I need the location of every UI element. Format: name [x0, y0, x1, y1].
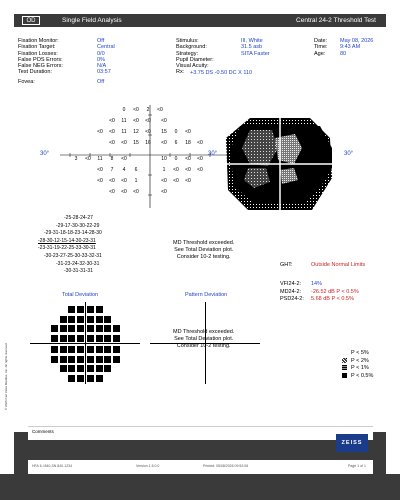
threshold-value: 8: [110, 156, 114, 162]
threshold-value: 15: [161, 129, 167, 135]
eye-badge: OD: [22, 16, 40, 25]
probability-square: [96, 346, 103, 353]
threshold-value: 11: [121, 118, 127, 124]
page-bottom-shadow: [0, 474, 400, 500]
threshold-value: <0: [109, 118, 115, 124]
probability-square: [96, 306, 103, 313]
probability-square: [60, 325, 67, 332]
threshold-value: <0: [85, 156, 91, 162]
info-left: Fixation Monitor: Fixation Target: Fixation Losses: False POS Errors: False NEG Errors: Test Duration: Fovea:: [18, 38, 63, 85]
probability-square: [96, 365, 103, 372]
probability-square: [87, 306, 94, 313]
threshold-value: 12: [133, 129, 139, 135]
report-header: [14, 14, 386, 27]
threshold-value: 15: [133, 140, 139, 146]
probability-square: [68, 365, 75, 372]
probability-square: [77, 346, 84, 353]
threshold-value: <0: [133, 118, 139, 124]
threshold-value: 3: [74, 156, 78, 162]
probability-square: [60, 356, 67, 363]
threshold-value: <0: [161, 178, 167, 184]
zeiss-logo: ZEISS: [336, 434, 368, 452]
probability-square: [104, 365, 111, 372]
threshold-value: <0: [121, 140, 127, 146]
probability-square: [51, 356, 58, 363]
ght-label: GHT:: [280, 262, 293, 268]
probability-square: [68, 335, 75, 342]
info-left-values: Off Central 0/0 0% N/A 03:57 Off: [97, 38, 115, 85]
probability-square: [60, 335, 67, 342]
threshold-value: <0: [121, 156, 127, 162]
axis-label-left: 30°: [40, 151, 50, 157]
pattern-deviation-title: Pattern Deviation: [185, 292, 228, 298]
threshold-value: 1: [162, 167, 166, 173]
probability-square: [77, 375, 84, 382]
info-right: Date: Time: Age:: [314, 38, 328, 57]
probability-square: [77, 365, 84, 372]
grayscale-plot: [220, 108, 340, 220]
probability-square: [77, 325, 84, 332]
probability-square: [96, 316, 103, 323]
probability-square: [113, 346, 120, 353]
indices-labels: VFI24-2: MD24-2: PSD24-2:: [280, 281, 304, 302]
threshold-value: <0: [173, 178, 179, 184]
probability-square: [68, 306, 75, 313]
rx-value: +3.75 DS -0.50 DC X 110: [190, 69, 253, 76]
md-message-bottom: MD Threshold exceeded. See Total Deviation plot. Consider 10-2 testing.: [173, 329, 235, 349]
probability-square: [60, 365, 67, 372]
probability-square: [68, 375, 75, 382]
threshold-value: 0: [174, 129, 178, 135]
probability-square: [87, 356, 94, 363]
threshold-value: 4: [122, 167, 126, 173]
threshold-value: <0: [109, 129, 115, 135]
threshold-value: 11: [97, 156, 103, 162]
copyright-vertical: © 2026 Carl Zeiss Meditec, Inc. All rights reserved.: [4, 342, 8, 410]
ght-value: Outside Normal Limits: [311, 262, 366, 268]
probability-square: [87, 316, 94, 323]
threshold-value: <0: [145, 129, 151, 135]
threshold-value: <0: [97, 129, 103, 135]
info-mid: Stimulus: Background: Strategy: Pupil Diameter: Visual Acuity: Rx:: [176, 38, 214, 76]
probability-square: [51, 325, 58, 332]
threshold-value: <0: [185, 156, 191, 162]
legend-p5: P < 5%: [342, 350, 373, 358]
probability-square: [96, 375, 103, 382]
threshold-value: <0: [197, 140, 203, 146]
info-right-values: May 08, 2026 9:43 AM 80: [340, 38, 374, 57]
md-message-top: MD Threshold exceeded. See Total Deviation plot. Consider 10-2 testing.: [173, 240, 235, 260]
probability-square: [113, 335, 120, 342]
threshold-value: 7: [110, 167, 114, 173]
threshold-value: <0: [161, 189, 167, 195]
probability-square: [77, 356, 84, 363]
threshold-value: <0: [185, 167, 191, 173]
comments-label: Comments: [32, 429, 54, 434]
probability-square: [87, 365, 94, 372]
threshold-value: 0: [174, 156, 178, 162]
indices-values: 14% -26.52 dB P < 0.5% 5.68 dB P < 0.5%: [311, 281, 359, 302]
threshold-value: <0: [133, 189, 139, 195]
threshold-value: 18: [185, 140, 191, 146]
probability-square: [68, 325, 75, 332]
threshold-value: 6: [174, 140, 178, 146]
threshold-value: <0: [109, 178, 115, 184]
threshold-value: <0: [197, 156, 203, 162]
threshold-value: 10: [161, 156, 167, 162]
probability-square: [96, 356, 103, 363]
test-name: Central 24-2 Threshold Test: [296, 17, 376, 24]
total-deviation-prob-plot: [30, 302, 140, 384]
threshold-value: 6: [134, 167, 138, 173]
threshold-value: <0: [161, 140, 167, 146]
probability-square: [104, 356, 111, 363]
threshold-value: <0: [185, 129, 191, 135]
probability-square: [77, 306, 84, 313]
info-mid-values: III, White 31.5 asb SITA Faster: [241, 38, 270, 57]
threshold-value: <0: [145, 118, 151, 124]
probability-square: [87, 375, 94, 382]
threshold-value: <0: [97, 178, 103, 184]
threshold-value: 2: [146, 107, 150, 113]
threshold-value: <0: [197, 167, 203, 173]
probability-square: [77, 316, 84, 323]
probability-legend: [342, 350, 373, 380]
legend-p05: P < 0.5%: [342, 373, 373, 381]
probability-square: [104, 335, 111, 342]
threshold-value: 0: [122, 107, 126, 113]
probability-square: [87, 335, 94, 342]
probability-square: [113, 325, 120, 332]
probability-square: [68, 346, 75, 353]
probability-square: [104, 316, 111, 323]
legend-p1: P < 1%: [342, 365, 373, 373]
threshold-value: <0: [121, 189, 127, 195]
probability-square: [104, 325, 111, 332]
threshold-value: <0: [97, 167, 103, 173]
comments-box: [28, 426, 373, 440]
probability-square: [51, 346, 58, 353]
probability-square: [87, 346, 94, 353]
threshold-value: <0: [185, 178, 191, 184]
total-deviation-values: -25-28-24-27 -29-17-30-30-22-29 -29-31-18-18-23-14-28-30 -28-30-12-15-14-30-23-31 -23-31-19-22-25-33-30-31 -30-23-27-25-30-33-32-31 -31-23-24-32-30-31 -30-31-31-31: [38, 215, 102, 275]
threshold-value: <0: [157, 107, 163, 113]
probability-square: [68, 316, 75, 323]
axis-label-right-2: 30°: [344, 151, 354, 157]
report-title: Single Field Analysis: [62, 17, 122, 24]
threshold-value: <0: [133, 107, 139, 113]
axis-label-right: 30°: [208, 151, 218, 157]
threshold-value: <0: [161, 118, 167, 124]
threshold-value: <0: [109, 189, 115, 195]
probability-square: [68, 356, 75, 363]
probability-square: [104, 346, 111, 353]
threshold-value: 16: [145, 140, 151, 146]
probability-square: [60, 346, 67, 353]
threshold-value: <0: [173, 167, 179, 173]
footer-strip: HFA II-i 840-SN 840-1234 Version 1.5.0.0 Printed: 05/08/2026 09:52:06 Page 1 of 1: [28, 460, 373, 474]
total-deviation-title: Total Deviation: [62, 292, 99, 298]
probability-square: [77, 335, 84, 342]
legend-p2: P < 2%: [342, 358, 373, 366]
threshold-value: 11: [121, 129, 127, 135]
probability-square: [96, 325, 103, 332]
probability-square: [60, 316, 67, 323]
probability-square: [113, 356, 120, 363]
probability-square: [96, 335, 103, 342]
threshold-value: <0: [121, 178, 127, 184]
threshold-value: 1: [134, 178, 138, 184]
probability-square: [51, 335, 58, 342]
threshold-value: <0: [109, 140, 115, 146]
probability-square: [87, 325, 94, 332]
